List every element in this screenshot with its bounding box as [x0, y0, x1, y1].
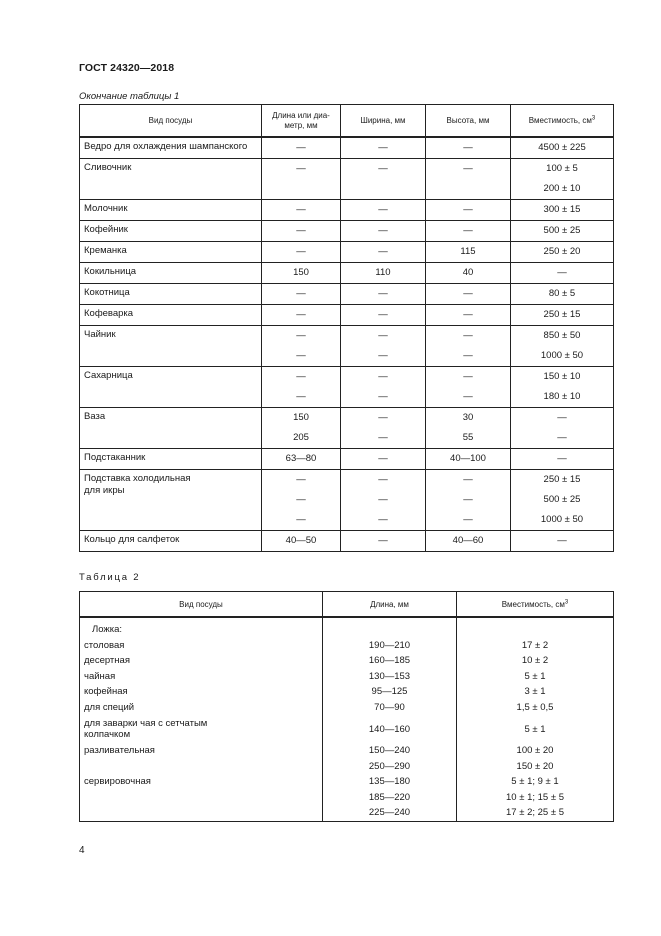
table-row	[80, 805, 614, 821]
cell-value: 250 ± 15	[543, 309, 581, 320]
cell-value: —	[296, 474, 306, 485]
cell-value: 1000 ± 50	[540, 514, 584, 525]
cell-value: —	[463, 494, 473, 505]
length-cell	[262, 221, 341, 242]
cell-value: —	[378, 350, 388, 361]
table-row	[80, 790, 614, 806]
cell-value: —	[378, 474, 388, 485]
cell-value: —	[378, 514, 388, 525]
capacity-cell	[511, 449, 614, 470]
capacity-cell	[511, 221, 614, 242]
capacity-cell	[511, 305, 614, 326]
cell-value: —	[378, 204, 388, 215]
table-row	[80, 242, 614, 263]
cell-value: —	[296, 204, 306, 215]
table-row	[80, 669, 614, 685]
table-row	[80, 700, 614, 716]
cell-value: —	[463, 309, 473, 320]
width-cell	[341, 200, 426, 221]
item-name: Чайник	[80, 326, 262, 367]
length-cell	[262, 531, 341, 552]
cell-value: —	[463, 474, 473, 485]
width-cell	[341, 137, 426, 159]
document-code: ГОСТ 24320—2018	[79, 62, 175, 74]
length-cell	[262, 367, 341, 408]
capacity-cell: 17 ± 2	[457, 638, 614, 654]
table2-col-capacity	[457, 592, 614, 618]
item-name: Кольцо для салфеток	[80, 531, 262, 552]
length-cell	[262, 263, 341, 284]
header-line: Длина или диа-	[272, 110, 330, 120]
cell-value: —	[463, 391, 473, 402]
item-name: Кокильница	[80, 263, 262, 284]
cell-value: —	[296, 163, 306, 174]
cell-value: 63—80	[285, 453, 317, 464]
height-cell	[426, 326, 511, 367]
item-name: Ведро для охлаждения шампанского	[80, 137, 262, 159]
cell-value: —	[463, 288, 473, 299]
capacity-cell: 100 ± 20	[457, 743, 614, 759]
cell-value: —	[378, 371, 388, 382]
capacity-cell: 10 ± 1; 15 ± 5	[457, 790, 614, 806]
capacity-label: Вместимость, см	[528, 115, 592, 125]
cell-value: —	[463, 142, 473, 153]
item-name: столовая	[80, 638, 323, 654]
cell-value	[262, 179, 340, 199]
width-cell	[341, 305, 426, 326]
height-cell	[426, 137, 511, 159]
height-cell	[426, 408, 511, 449]
item-name: кофейная	[80, 684, 323, 700]
width-cell	[341, 367, 426, 408]
height-cell	[426, 263, 511, 284]
cell-value: —	[378, 163, 388, 174]
cell-value: 500 ± 25	[543, 494, 581, 505]
cell-value: —	[463, 514, 473, 525]
length-cell: 130—153	[323, 669, 457, 685]
item-name: Кофеварка	[80, 305, 262, 326]
table-row	[80, 137, 614, 159]
cell-value: —	[557, 535, 567, 546]
cell-value: 1000 ± 50	[540, 350, 584, 361]
cell-value: —	[296, 514, 306, 525]
height-cell	[426, 221, 511, 242]
width-cell	[341, 326, 426, 367]
cell-value: —	[463, 225, 473, 236]
width-cell	[341, 221, 426, 242]
height-cell	[426, 305, 511, 326]
cell-value: —	[378, 535, 388, 546]
header-line: метр, мм	[284, 120, 318, 130]
capacity-cell	[511, 242, 614, 263]
cell-value	[341, 179, 425, 199]
item-name: Сливочник	[80, 159, 262, 200]
table-row	[80, 531, 614, 552]
cell-value: —	[463, 330, 473, 341]
table-row	[80, 774, 614, 790]
item-name: Кокотница	[80, 284, 262, 305]
cell-value: 200 ± 10	[543, 183, 581, 194]
item-name: Подстаканник	[80, 449, 262, 470]
capacity-cell: 3 ± 1	[457, 684, 614, 700]
cell-value: 150	[293, 412, 309, 423]
cell-value: —	[378, 246, 388, 257]
length-cell: 225—240	[323, 805, 457, 821]
capacity-cell: 1,5 ± 0,5	[457, 700, 614, 716]
cell-value: 850 ± 50	[543, 330, 581, 341]
height-cell	[426, 159, 511, 200]
item-name: Молочник	[80, 200, 262, 221]
capacity-cell	[511, 326, 614, 367]
item-name: Ваза	[80, 408, 262, 449]
capacity-cell	[511, 159, 614, 200]
table-row	[80, 305, 614, 326]
table-row	[80, 470, 614, 531]
table1-col-type: Вид посуды	[80, 105, 262, 138]
item-name	[80, 759, 323, 775]
table-row	[80, 200, 614, 221]
item-name: Подставка холодильная для икры	[80, 470, 262, 531]
width-cell	[341, 449, 426, 470]
item-name	[80, 805, 323, 821]
table1-col-height: Высота, мм	[426, 105, 511, 138]
capacity-cell	[511, 200, 614, 221]
cell-value: —	[557, 267, 567, 278]
height-cell	[426, 242, 511, 263]
cell-value: —	[557, 432, 567, 443]
table1-header-row	[80, 105, 614, 138]
length-cell: 150—240	[323, 743, 457, 759]
length-cell	[262, 159, 341, 200]
cell-value: 150 ± 10	[543, 371, 581, 382]
cell-value: 115	[460, 246, 476, 257]
length-cell: 185—220	[323, 790, 457, 806]
cell-value: —	[296, 225, 306, 236]
cell-value: —	[296, 330, 306, 341]
item-name: десертная	[80, 653, 323, 669]
cell-value: —	[296, 494, 306, 505]
length-cell	[323, 617, 457, 638]
table-row	[80, 617, 614, 638]
table-row	[80, 449, 614, 470]
cell-value: 55	[462, 432, 474, 443]
table-row	[80, 638, 614, 654]
item-name: для специй	[80, 700, 323, 716]
height-cell	[426, 470, 511, 531]
length-cell	[262, 137, 341, 159]
table-row	[80, 743, 614, 759]
capacity-unit-sup: 3	[564, 598, 569, 605]
table-row	[80, 221, 614, 242]
capacity-cell	[511, 367, 614, 408]
cell-value: —	[296, 142, 306, 153]
cell-value: 180 ± 10	[543, 391, 581, 402]
page-number: 4	[79, 845, 85, 856]
length-cell: 250—290	[323, 759, 457, 775]
item-name: Кофейник	[80, 221, 262, 242]
cell-value: 110	[375, 267, 391, 278]
width-cell	[341, 263, 426, 284]
table2-header-row	[80, 592, 614, 618]
capacity-cell	[511, 263, 614, 284]
length-cell: 140—160	[323, 715, 457, 743]
table-row	[80, 159, 614, 200]
cell-value: 205	[293, 432, 309, 443]
item-name: чайная	[80, 669, 323, 685]
capacity-cell	[511, 137, 614, 159]
cell-value: —	[463, 350, 473, 361]
cell-value: —	[378, 288, 388, 299]
cell-value: 40—60	[452, 535, 484, 546]
length-cell	[262, 449, 341, 470]
cell-value: —	[378, 225, 388, 236]
cell-value: —	[296, 309, 306, 320]
capacity-cell: 5 ± 1	[457, 715, 614, 743]
length-cell	[262, 200, 341, 221]
cell-value: —	[296, 350, 306, 361]
table1-col-length	[262, 105, 341, 138]
capacity-cell	[511, 531, 614, 552]
cell-value: 250 ± 15	[543, 474, 581, 485]
cell-value: —	[463, 204, 473, 215]
cell-value: —	[378, 391, 388, 402]
cell-value	[426, 179, 510, 199]
cell-value: —	[296, 371, 306, 382]
cell-value: —	[378, 432, 388, 443]
length-cell	[262, 408, 341, 449]
cell-value: —	[463, 163, 473, 174]
cell-value: 300 ± 15	[543, 204, 581, 215]
length-cell	[262, 326, 341, 367]
item-name: для заварки чая с сетчатым колпачком	[80, 715, 323, 743]
length-cell	[262, 470, 341, 531]
cell-value: —	[557, 412, 567, 423]
table1-col-capacity	[511, 105, 614, 138]
table-row	[80, 367, 614, 408]
cell-value: —	[378, 309, 388, 320]
table-row	[80, 408, 614, 449]
length-cell: 70—90	[323, 700, 457, 716]
table-1	[79, 104, 614, 552]
item-name: Ложка:	[80, 617, 323, 638]
length-cell: 190—210	[323, 638, 457, 654]
cell-value: 150	[293, 267, 309, 278]
cell-value: —	[296, 246, 306, 257]
capacity-cell: 5 ± 1; 9 ± 1	[457, 774, 614, 790]
cell-value: 30	[462, 412, 474, 423]
cell-value: —	[378, 494, 388, 505]
capacity-cell: 5 ± 1	[457, 669, 614, 685]
table-row	[80, 263, 614, 284]
cell-value: 40	[462, 267, 474, 278]
table-row	[80, 684, 614, 700]
table-2	[79, 591, 614, 822]
table1-col-width: Ширина, мм	[341, 105, 426, 138]
capacity-cell	[457, 617, 614, 638]
cell-value: 40—50	[285, 535, 317, 546]
cell-value: —	[296, 288, 306, 299]
width-cell	[341, 470, 426, 531]
table-row	[80, 715, 614, 743]
table-row	[80, 759, 614, 775]
cell-value: 4500 ± 225	[538, 142, 586, 153]
height-cell	[426, 449, 511, 470]
cell-value: 250 ± 20	[543, 246, 581, 257]
table2-col-type: Вид посуды	[80, 592, 323, 618]
table2-col-length: Длина, мм	[323, 592, 457, 618]
item-name: Сахарница	[80, 367, 262, 408]
width-cell	[341, 284, 426, 305]
cell-value: —	[378, 412, 388, 423]
height-cell	[426, 367, 511, 408]
cell-value: 500 ± 25	[543, 225, 581, 236]
capacity-cell: 150 ± 20	[457, 759, 614, 775]
table-row	[80, 653, 614, 669]
length-cell: 160—185	[323, 653, 457, 669]
cell-value: —	[463, 371, 473, 382]
height-cell	[426, 284, 511, 305]
cell-value: 40—100	[450, 453, 486, 464]
table-row	[80, 284, 614, 305]
width-cell	[341, 531, 426, 552]
width-cell	[341, 408, 426, 449]
cell-value: 100 ± 5	[546, 163, 578, 174]
table-row	[80, 326, 614, 367]
cell-value: —	[557, 453, 567, 464]
length-cell	[262, 284, 341, 305]
item-name: Креманка	[80, 242, 262, 263]
capacity-cell	[511, 408, 614, 449]
length-cell: 95—125	[323, 684, 457, 700]
item-name	[80, 790, 323, 806]
height-cell	[426, 200, 511, 221]
capacity-cell: 10 ± 2	[457, 653, 614, 669]
length-cell	[262, 242, 341, 263]
width-cell	[341, 159, 426, 200]
cell-value: —	[378, 453, 388, 464]
cell-value: —	[378, 142, 388, 153]
capacity-cell	[511, 470, 614, 531]
length-cell	[262, 305, 341, 326]
cell-value: 80 ± 5	[548, 288, 576, 299]
capacity-label: Вместимость, см	[501, 599, 565, 609]
cell-value: —	[378, 330, 388, 341]
capacity-unit-sup: 3	[591, 114, 596, 121]
item-name: сервировочная	[80, 774, 323, 790]
capacity-cell: 17 ± 2; 25 ± 5	[457, 805, 614, 821]
cell-value: —	[296, 391, 306, 402]
length-cell: 135—180	[323, 774, 457, 790]
table2-caption: Таблица 2	[79, 572, 141, 583]
item-name: разливательная	[80, 743, 323, 759]
table1-caption: Окончание таблицы 1	[79, 91, 180, 102]
height-cell	[426, 531, 511, 552]
capacity-cell	[511, 284, 614, 305]
width-cell	[341, 242, 426, 263]
